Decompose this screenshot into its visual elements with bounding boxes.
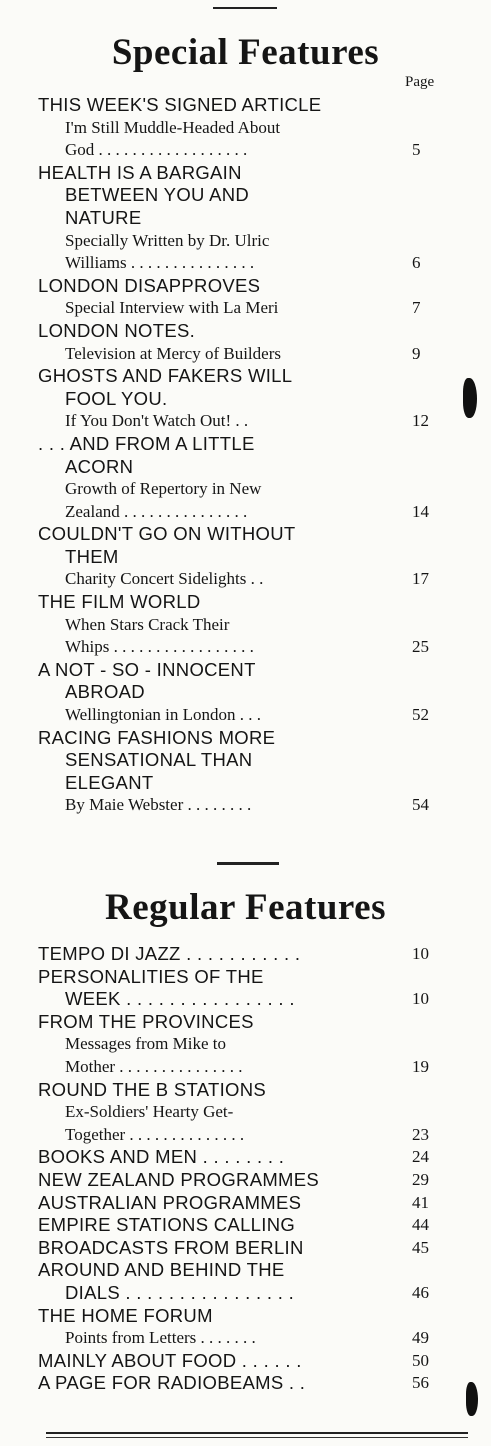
toc-entry bbox=[0, 727, 491, 750]
toc-entry bbox=[0, 568, 491, 591]
toc-entry-text: Wellingtonian in London . . . bbox=[65, 705, 261, 725]
toc-entry-text: SENSATIONAL THAN bbox=[65, 749, 253, 771]
toc-entry bbox=[0, 1372, 491, 1395]
toc-entry-text: Points from Letters . . . . . . . bbox=[65, 1328, 256, 1348]
toc-entry-text: Special Interview with La Meri bbox=[65, 298, 279, 318]
toc-entry bbox=[0, 320, 491, 343]
toc-entry bbox=[0, 988, 491, 1011]
toc-entry bbox=[0, 1305, 491, 1328]
toc-entry-text: BETWEEN YOU AND bbox=[65, 184, 250, 206]
toc-entry-page: 24 bbox=[412, 1147, 429, 1167]
toc-entry bbox=[0, 275, 491, 298]
toc-entry-page: 6 bbox=[412, 253, 421, 273]
toc-entry-text: When Stars Crack Their bbox=[65, 614, 230, 634]
toc-entry bbox=[0, 794, 491, 817]
toc-entry-text: THE FILM WORLD bbox=[38, 591, 201, 613]
special-features-title: Special Features bbox=[111, 32, 380, 73]
toc-entry bbox=[0, 1259, 491, 1282]
toc-entry bbox=[0, 614, 491, 637]
toc-entry bbox=[0, 388, 491, 411]
toc-entry-page: 49 bbox=[412, 1328, 429, 1348]
toc-entry-text: BROADCASTS FROM BERLIN bbox=[38, 1236, 304, 1258]
toc-entry bbox=[0, 1101, 491, 1124]
toc-entry bbox=[0, 1124, 491, 1147]
toc-entry-page: 7 bbox=[412, 298, 421, 318]
top-rule bbox=[213, 7, 277, 9]
toc-entry bbox=[0, 1169, 491, 1192]
toc-entry bbox=[0, 117, 491, 140]
toc-entry bbox=[0, 139, 491, 162]
toc-entry-text: Ex-Soldiers' Hearty Get- bbox=[65, 1102, 234, 1122]
toc-entry-text: God . . . . . . . . . . . . . . . . . . bbox=[65, 140, 248, 160]
toc-entry-text: Whips . . . . . . . . . . . . . . . . . bbox=[65, 637, 254, 657]
toc-entry-text: GHOSTS AND FAKERS WILL bbox=[38, 365, 293, 387]
regular-features-list bbox=[0, 943, 491, 1395]
toc-entry-page: 12 bbox=[412, 411, 429, 431]
toc-entry bbox=[0, 749, 491, 772]
toc-entry-text: MAINLY ABOUT FOOD . . . . . . bbox=[38, 1349, 302, 1371]
toc-entry-page: 19 bbox=[412, 1056, 429, 1076]
toc-entry bbox=[0, 1146, 491, 1169]
toc-entry bbox=[0, 478, 491, 501]
toc-entry-text: Together . . . . . . . . . . . . . . bbox=[65, 1124, 245, 1144]
toc-entry bbox=[0, 591, 491, 614]
toc-entry bbox=[0, 365, 491, 388]
toc-entry-text: THIS WEEK'S SIGNED ARTICLE bbox=[38, 94, 322, 115]
toc-entry-text: HEALTH IS A BARGAIN bbox=[38, 161, 242, 183]
toc-entry bbox=[0, 1079, 491, 1102]
ink-blot bbox=[463, 378, 477, 418]
toc-entry-text: COULDN'T GO ON WITHOUT bbox=[38, 523, 296, 545]
toc-entry bbox=[0, 410, 491, 433]
toc-entry bbox=[0, 501, 491, 524]
toc-entry-text: THEM bbox=[65, 545, 119, 567]
toc-entry bbox=[0, 1192, 491, 1215]
toc-entry bbox=[0, 162, 491, 185]
toc-entry bbox=[0, 456, 491, 479]
toc-entry-text: . . . AND FROM A LITTLE bbox=[38, 432, 255, 454]
bottom-rule-thin bbox=[46, 1437, 468, 1438]
toc-entry-page: 17 bbox=[412, 569, 429, 589]
toc-entry bbox=[0, 433, 491, 456]
toc-entry-page: 52 bbox=[412, 705, 429, 725]
bottom-rule bbox=[46, 1432, 468, 1434]
toc-entry-text: FOOL YOU. bbox=[65, 387, 168, 409]
toc-entry-text: Williams . . . . . . . . . . . . . . . bbox=[65, 253, 255, 273]
toc-entry bbox=[0, 636, 491, 659]
toc-entry-text: Charity Concert Sidelights . . bbox=[65, 569, 264, 589]
toc-entry-text: PERSONALITIES OF THE bbox=[38, 965, 264, 987]
toc-entry-text: By Maie Webster . . . . . . . . bbox=[65, 795, 252, 815]
toc-entry bbox=[0, 94, 491, 117]
toc-entry-text: NATURE bbox=[65, 206, 142, 228]
toc-entry-page: 25 bbox=[412, 637, 429, 657]
toc-entry-text: ACORN bbox=[65, 455, 134, 477]
toc-entry bbox=[0, 343, 491, 366]
toc-entry bbox=[0, 681, 491, 704]
toc-entry bbox=[0, 207, 491, 230]
toc-entry bbox=[0, 1350, 491, 1373]
toc-entry-page: 44 bbox=[412, 1215, 429, 1235]
toc-entry-text: RACING FASHIONS MORE bbox=[38, 726, 276, 748]
toc-entry-text: LONDON DISAPPROVES bbox=[38, 274, 261, 296]
toc-entry bbox=[0, 943, 491, 966]
toc-entry-text: I'm Still Muddle-Headed About bbox=[65, 117, 281, 137]
toc-entry-text: ELEGANT bbox=[65, 771, 154, 793]
toc-entry-text: Television at Mercy of Builders bbox=[65, 343, 281, 363]
toc-entry-page: 46 bbox=[412, 1282, 429, 1302]
toc-entry-text: If You Don't Watch Out! . . bbox=[65, 411, 249, 431]
toc-entry-text: Mother . . . . . . . . . . . . . . . bbox=[65, 1056, 243, 1076]
toc-entry bbox=[0, 1214, 491, 1237]
toc-entry bbox=[0, 1237, 491, 1260]
toc-entry-text: LONDON NOTES. bbox=[38, 319, 196, 341]
toc-entry-page: 10 bbox=[412, 944, 429, 963]
toc-entry-text: A PAGE FOR RADIOBEAMS . . bbox=[38, 1372, 306, 1394]
toc-entry-page: 23 bbox=[412, 1124, 429, 1144]
toc-entry bbox=[0, 966, 491, 989]
toc-entry-text: Messages from Mike to bbox=[65, 1034, 227, 1054]
toc-entry-text: Specially Written by Dr. Ulric bbox=[65, 230, 270, 250]
toc-entry-page: 5 bbox=[412, 140, 421, 160]
toc-entry bbox=[0, 252, 491, 275]
toc-entry-text: AUSTRALIAN PROGRAMMES bbox=[38, 1191, 302, 1213]
toc-entry-text: WEEK . . . . . . . . . . . . . . . . bbox=[65, 988, 295, 1010]
toc-entry-text: Growth of Repertory in New bbox=[65, 479, 262, 499]
toc-entry-page: 54 bbox=[412, 795, 429, 815]
toc-entry bbox=[0, 546, 491, 569]
toc-entry-text: AROUND AND BEHIND THE bbox=[38, 1259, 285, 1281]
toc-entry bbox=[0, 1327, 491, 1350]
toc-entry-text: THE HOME FORUM bbox=[38, 1304, 213, 1326]
page-column-label: Page bbox=[405, 74, 435, 90]
toc-entry bbox=[0, 1282, 491, 1305]
toc-entry bbox=[0, 704, 491, 727]
toc-entry bbox=[0, 772, 491, 795]
toc-entry-text: NEW ZEALAND PROGRAMMES bbox=[38, 1168, 320, 1190]
toc-entry-text: EMPIRE STATIONS CALLING bbox=[38, 1214, 296, 1236]
toc-entry bbox=[0, 523, 491, 546]
toc-entry-text: DIALS . . . . . . . . . . . . . . . . bbox=[65, 1281, 295, 1303]
section-divider bbox=[217, 862, 279, 865]
toc-entry-page: 41 bbox=[412, 1192, 429, 1212]
regular-features-title: Regular Features bbox=[104, 887, 386, 928]
toc-entry bbox=[0, 297, 491, 320]
special-features-list bbox=[0, 94, 491, 817]
toc-entry bbox=[0, 1011, 491, 1034]
toc-entry bbox=[0, 1033, 491, 1056]
toc-entry bbox=[0, 659, 491, 682]
toc-entry-page: 56 bbox=[412, 1373, 429, 1393]
toc-entry-text: ABROAD bbox=[65, 681, 145, 703]
toc-entry-page: 9 bbox=[412, 343, 421, 363]
toc-entry-text: Zealand . . . . . . . . . . . . . . . bbox=[65, 501, 248, 521]
toc-entry-page: 10 bbox=[412, 989, 429, 1009]
toc-entry-text: FROM THE PROVINCES bbox=[38, 1010, 254, 1032]
toc-entry-text: ROUND THE B STATIONS bbox=[38, 1078, 267, 1100]
ink-blot bbox=[466, 1382, 478, 1416]
toc-entry-page: 29 bbox=[412, 1169, 429, 1189]
toc-entry bbox=[0, 230, 491, 253]
toc-entry bbox=[0, 1056, 491, 1079]
toc-entry bbox=[0, 184, 491, 207]
toc-entry-page: 14 bbox=[412, 501, 429, 521]
toc-entry-text: TEMPO DI JAZZ . . . . . . . . . . . bbox=[38, 943, 301, 964]
toc-entry-page: 45 bbox=[412, 1237, 429, 1257]
toc-entry-text: BOOKS AND MEN . . . . . . . . bbox=[38, 1146, 285, 1168]
toc-entry-text: A NOT - SO - INNOCENT bbox=[38, 658, 256, 680]
toc-entry-page: 50 bbox=[412, 1350, 429, 1370]
